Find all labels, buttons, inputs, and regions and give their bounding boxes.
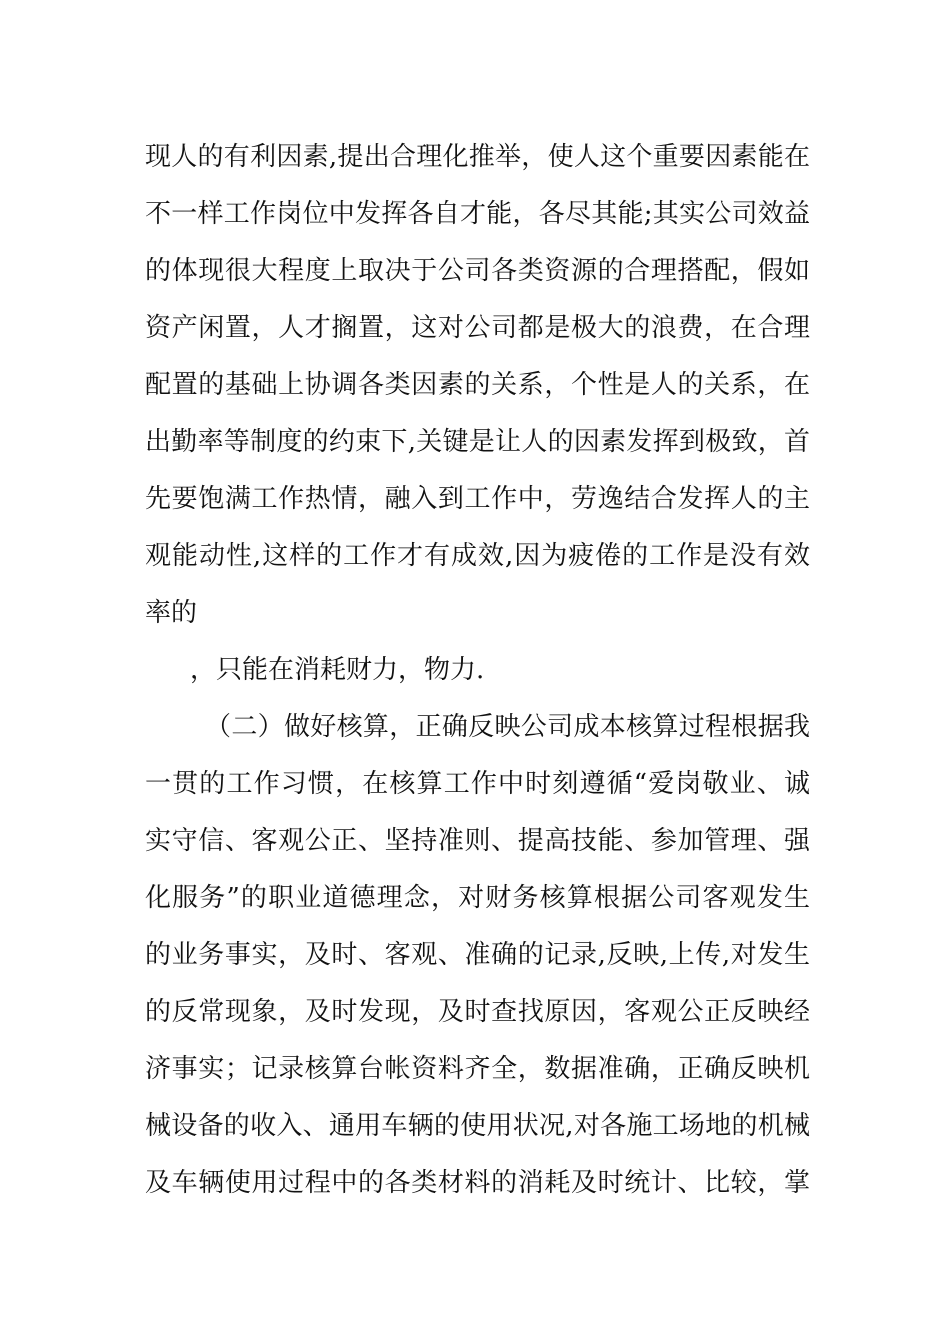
text-line-5: 配置的基础上协调各类因素的关系，个性是人的关系，在 [145,370,810,400]
text-line-12: 一贯的工作习惯，在核算工作中时刻遵循“爱岗敬业、诚 [145,769,810,799]
text-line-18: 械设备的收入、通用车辆的使用状况,对各施工场地的机械 [145,1111,810,1141]
text-line-9: 率的 [145,598,198,628]
text-line-8: 观能动性,这样的工作才有成效,因为疲倦的工作是没有效 [145,541,810,571]
text-line-19: 及车辆使用过程中的各类材料的消耗及时统计、比较，掌 [145,1168,810,1198]
text-line-7: 先要饱满工作热情，融入到工作中，劳逸结合发挥人的主 [145,484,810,514]
text-line-14: 化服务”的职业道德理念，对财务核算根据公司客观发生 [145,883,810,913]
text-line-6: 出勤率等制度的约束下,关键是让人的因素发挥到极致，首 [145,427,810,457]
text-line-13: 实守信、客观公正、坚持准则、提高技能、参加管理、强 [145,826,810,856]
text-line-10: ，只能在消耗财力，物力. [190,655,485,685]
text-line-16: 的反常现象，及时发现，及时查找原因，客观公正反映经 [145,997,810,1027]
text-line-1: 现人的有利因素,提出合理化推举，使人这个重要因素能在 [145,142,810,172]
text-line-2: 不一样工作岗位中发挥各自才能，各尽其能;其实公司效益 [145,199,810,229]
section-heading-line: （二）做好核算，正确反映公司成本核算过程根据我 [205,712,810,742]
text-line-17: 济事实；记录核算台帐资料齐全，数据准确，正确反映机 [145,1054,810,1084]
text-line-4: 资产闲置，人才搁置，这对公司都是极大的浪费，在合理 [145,313,810,343]
text-line-15: 的业务事实，及时、客观、准确的记录,反映,上传,对发生 [145,940,810,970]
text-line-3: 的体现很大程度上取决于公司各类资源的合理搭配，假如 [145,256,810,286]
